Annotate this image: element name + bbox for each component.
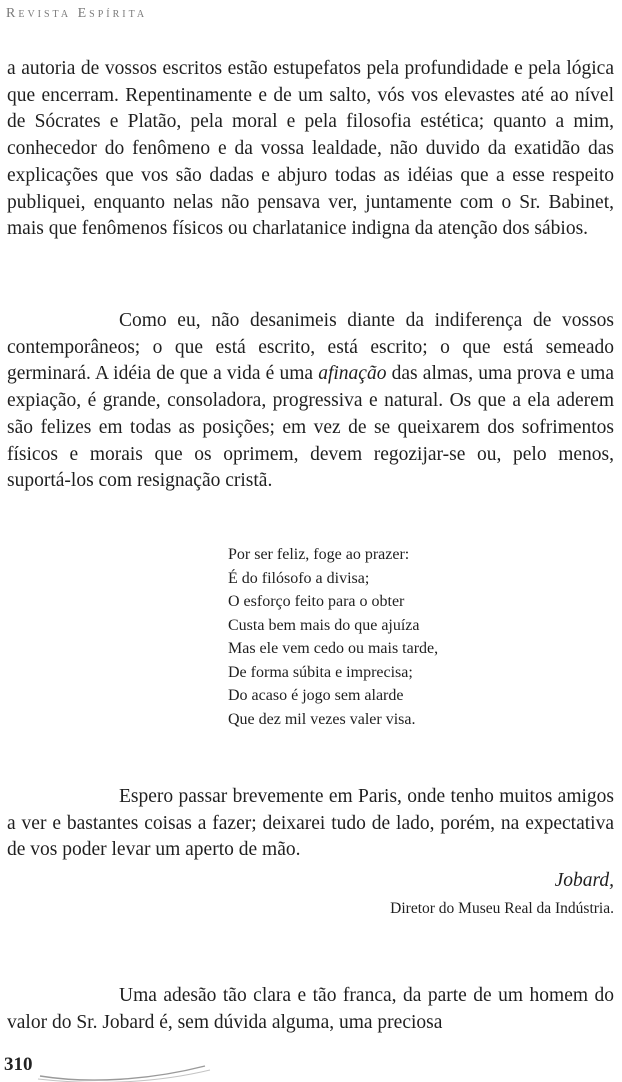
poem-line: De forma súbita e imprecisa;: [228, 663, 413, 681]
paragraph-2-text-b: das almas, uma prova e uma expiação, é grande, consoladora, progressiva e natural. Os que a ela aderem são felizes em todas as posições; em vez de se queixarem dos sofrimentos físicos e morais que os oprimem, devem regozijar-se ou, pelo menos, suportá-los com resignação cristã.: [7, 363, 614, 492]
signature-name: Jobard,: [554, 870, 614, 891]
poem-line: Por ser feliz, foge ao prazer:: [228, 546, 410, 563]
poem-line: Custa bem mais do que ajuíza: [228, 616, 420, 634]
poem-line: É do filósofo a divisa;: [228, 569, 370, 587]
paragraph-1: a autoria de vossos escritos estão estupefatos pela profundidade e pela lógica que encerram. Repentinamente e de um salto, vós vos elevastes até ao nível de Sócrates e Platão, pela moral e pela filosofia estética; quanto a mim, conhecedor do fenômeno e da vossa lealdade, não duvido da exatidão das explicações que vos são dadas e abjuro todas as idéias que a esse respeito publiquei, enquanto nelas não pensava ver, juntamente com o Sr. Babinet, mais que fenômenos físicos ou charlatanice indigna da atenção dos sábios.: [7, 58, 614, 240]
paragraph-3: Espero passar brevemente em Paris, onde tenho muitos amigos a ver e bastantes coisas a fazer; deixarei tudo de lado, porém, na expectativa de vos poder levar um aperto de mão.: [7, 786, 614, 861]
poem: [228, 543, 438, 731]
footer-swoosh-decoration: [0, 1050, 230, 1082]
poem-line: Que dez mil vezes valer visa.: [228, 710, 416, 728]
paragraph-2-text-a: Como eu, não desanimeis diante da indiferença de vossos contemporâneos; o que está escrito, está escrito; o que está semeado germinará. A idéia de que a vida é uma: [7, 310, 614, 385]
paragraph-4: Uma adesão tão clara e tão franca, da parte de um homem do valor do Sr. Jobard é, sem dúvida alguma, uma preciosa: [7, 985, 614, 1033]
paragraph-2: [7, 308, 614, 495]
signature-role: Diretor do Museu Real da Indústria.: [390, 900, 614, 917]
poem-line: O esforço feito para o obter: [228, 593, 405, 610]
poem-line: Do acaso é jogo sem alarde: [228, 687, 404, 704]
paragraph-2-emphasis: afinação: [318, 363, 387, 385]
running-header: Revista Espírita: [6, 6, 148, 21]
page-number: 310: [4, 1054, 33, 1075]
poem-line: Mas ele vem cedo ou mais tarde,: [228, 640, 439, 657]
